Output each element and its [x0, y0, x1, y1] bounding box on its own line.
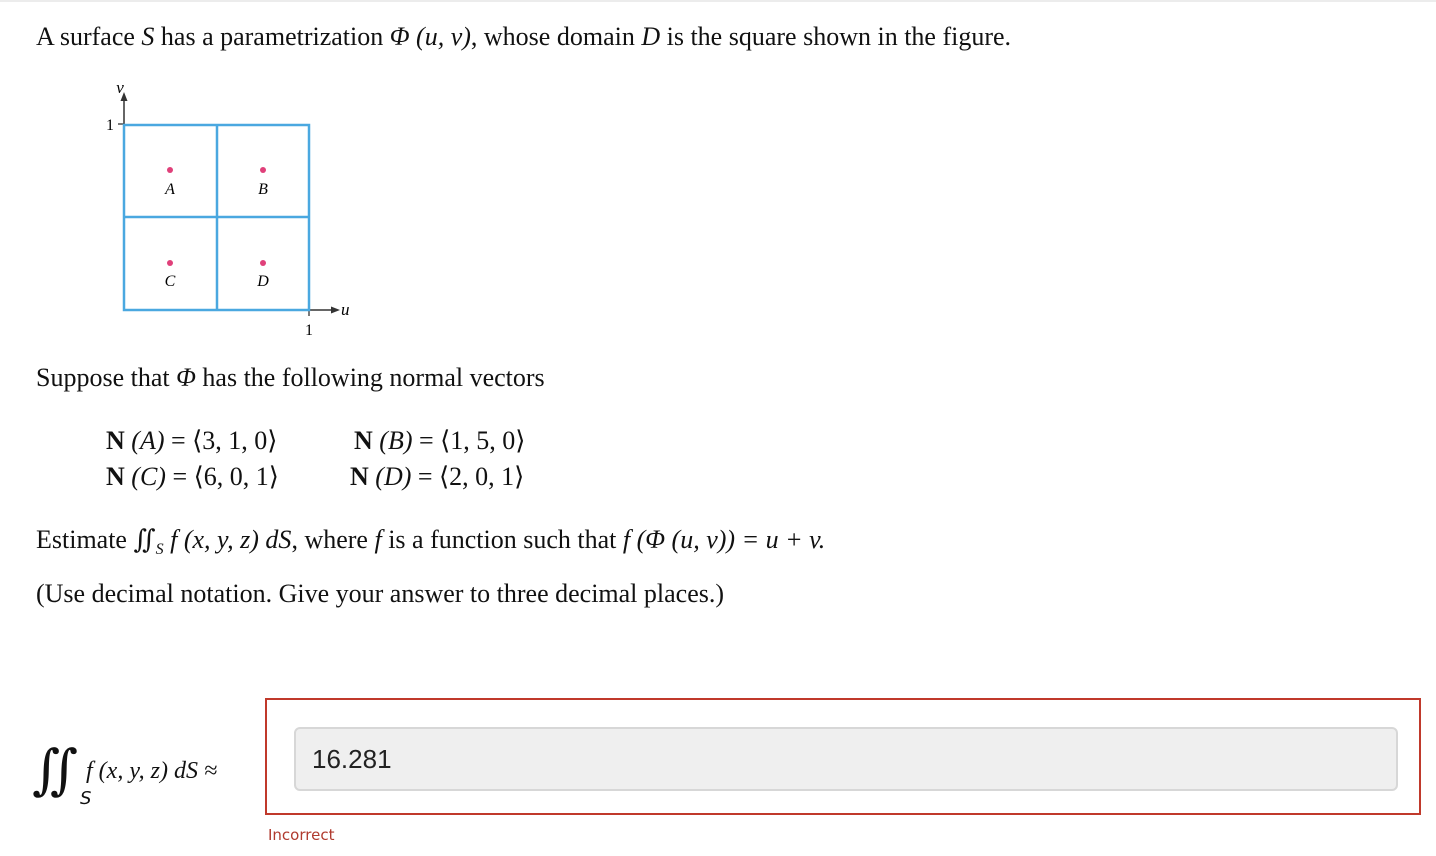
- u-axis-arrow: [331, 307, 340, 314]
- integral-expression: f (x, y, z) dS ≈: [86, 758, 218, 784]
- integral-subscript: S: [155, 541, 164, 559]
- point-d-dot: [260, 260, 266, 266]
- integral-subscript: S: [80, 788, 92, 809]
- domain-square: [124, 125, 309, 310]
- vector-arg: (B): [379, 426, 413, 455]
- normal-vector-a: [106, 426, 277, 456]
- answer-input[interactable]: [294, 727, 1398, 791]
- n-symbol: N: [350, 462, 369, 491]
- answer-status: Incorrect: [268, 826, 335, 844]
- suppose-post: has the following normal vectors: [195, 363, 545, 392]
- normal-vector-d: [350, 462, 524, 492]
- intro-text-post: , whose domain: [470, 22, 642, 51]
- suppose-text: [36, 363, 545, 393]
- intro-text-end: is the square shown in the figure.: [660, 22, 1012, 51]
- phi-expression: Φ (u, v): [389, 22, 471, 51]
- point-d-label: D: [257, 273, 269, 290]
- f-condition: f (Φ (u, v)) = u + v.: [622, 525, 826, 554]
- intro-text: A surface: [36, 22, 142, 51]
- integrand: f (x, y, z) dS: [163, 525, 292, 554]
- problem-intro: [36, 22, 1011, 52]
- point-a-dot: [167, 167, 173, 173]
- estimate-mid: , where: [291, 525, 375, 554]
- answer-label: [28, 738, 268, 818]
- answer-container: [265, 698, 1421, 815]
- domain-figure: [100, 76, 360, 346]
- n-symbol: N: [106, 426, 125, 455]
- estimate-post: is a function such that: [381, 525, 623, 554]
- vector-value: = ⟨6, 0, 1⟩: [165, 462, 279, 491]
- vector-arg: (D): [375, 462, 412, 491]
- estimate-pre: Estimate: [36, 525, 134, 554]
- suppose-pre: Suppose that: [36, 363, 177, 392]
- u-axis-label: u: [341, 300, 350, 319]
- v-axis-label: v: [116, 78, 124, 97]
- normal-vector-b: [354, 426, 525, 456]
- point-a-label: A: [165, 181, 175, 198]
- double-integral-symbol: ∬: [133, 525, 156, 554]
- vector-value: = ⟨1, 5, 0⟩: [412, 426, 526, 455]
- n-symbol: N: [354, 426, 373, 455]
- double-integral-icon: ∬: [32, 738, 64, 801]
- point-c-label: C: [164, 273, 176, 290]
- vector-arg: (A): [131, 426, 165, 455]
- phi-symbol: Φ: [176, 363, 196, 392]
- point-b-label: B: [258, 181, 268, 198]
- point-b-dot: [260, 167, 266, 173]
- vector-value: = ⟨2, 0, 1⟩: [411, 462, 525, 491]
- estimate-text: [36, 525, 825, 559]
- point-c-dot: [167, 260, 173, 266]
- instruction-text: (Use decimal notation. Give your answer to three decimal places.): [36, 579, 725, 608]
- f-symbol: f: [374, 525, 382, 554]
- surface-symbol: S: [141, 22, 155, 51]
- u-tick-label: 1: [305, 322, 313, 339]
- intro-text-mid: has a parametrization: [154, 22, 390, 51]
- vector-arg: (C): [131, 462, 166, 491]
- top-divider: [0, 0, 1436, 2]
- n-symbol: N: [106, 462, 125, 491]
- vector-value: = ⟨3, 1, 0⟩: [164, 426, 278, 455]
- v-tick-label: 1: [106, 117, 114, 134]
- normal-vector-c: [106, 462, 279, 492]
- domain-symbol: D: [641, 22, 661, 51]
